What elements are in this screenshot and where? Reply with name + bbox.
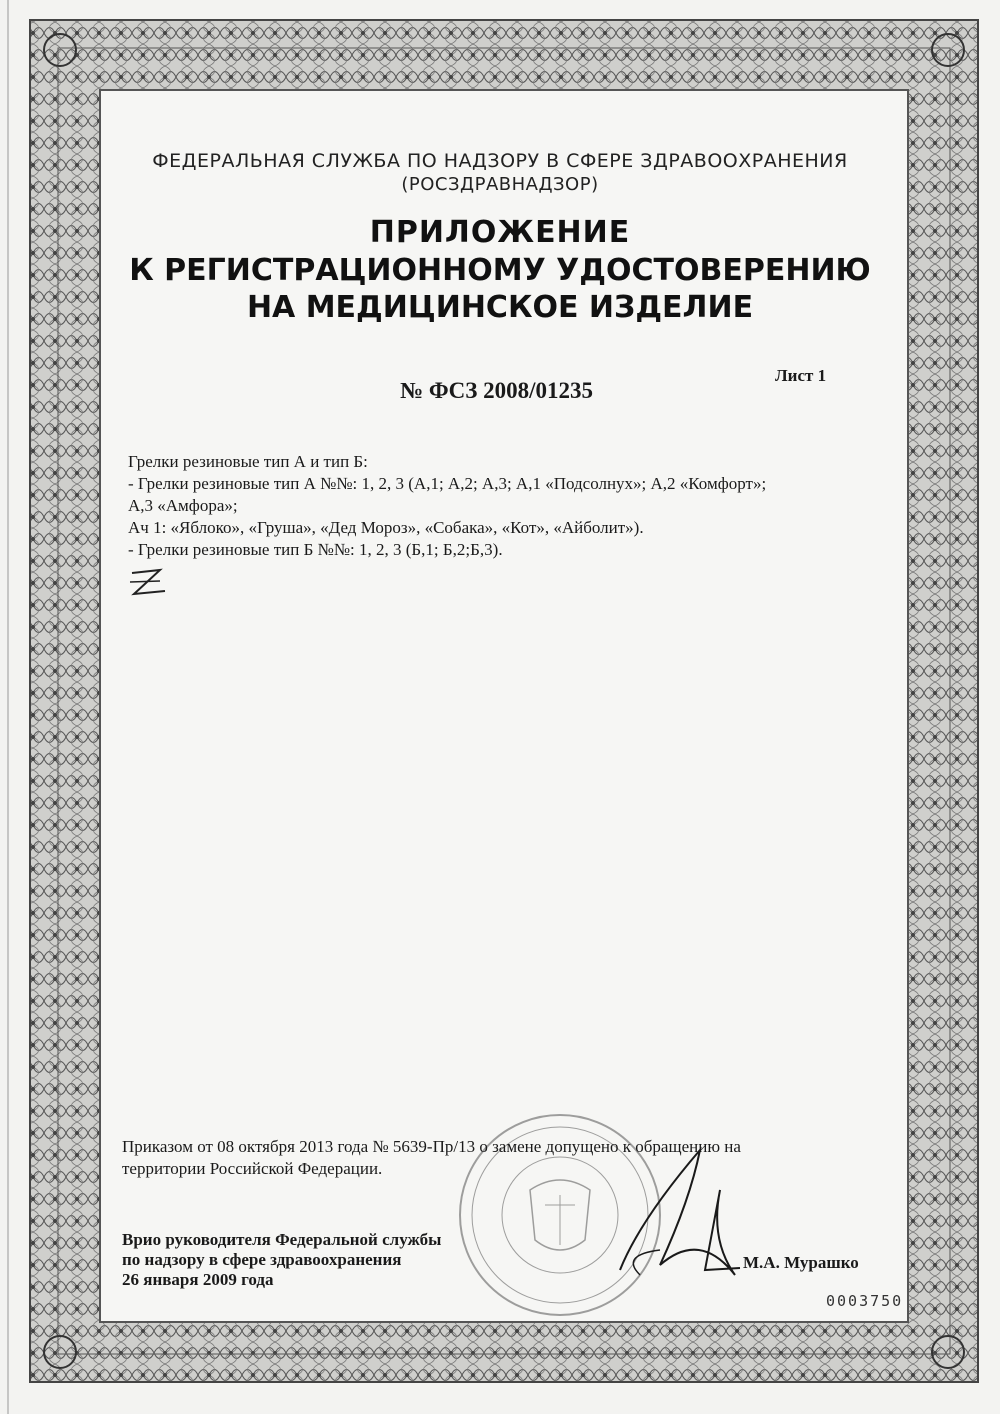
document-title-line3: НА МЕДИЦИНСКОЕ ИЗДЕЛИЕ [246,290,754,325]
agency-name: ФЕДЕРАЛЬНАЯ СЛУЖБА ПО НАДЗОРУ В СФЕРЕ ЗДРАВООХРАНЕНИЯ [152,150,848,172]
signatory-title-line2: по надзору в сфере здравоохранения [122,1250,402,1269]
product-line: - Грелки резиновые тип А №№: 1, 2, 3 (А,1; А,2; А,3; А,1 «Подсолнух»; А,2 «Комфорт»; [128,474,767,493]
signatory-title-line1: Врио руководителя Федеральной службы [122,1230,442,1249]
signatory-block [122,1230,441,1290]
signatory-name: М.А. Мурашко [743,1253,859,1272]
order-text [122,1136,882,1180]
product-line: Грелки резиновые тип А и тип Б: [128,452,368,471]
order-line: Приказом от 08 октября 2013 года № 5639-Пр/13 о замене допущено к обращению на [122,1137,741,1156]
registration-number: № ФСЗ 2008/01235 [400,378,594,403]
document-title-line1: ПРИЛОЖЕНИЕ [369,215,631,250]
order-line: территории Российской Федерации. [122,1159,383,1178]
product-list [128,451,908,561]
product-line: - Грелки резиновые тип Б №№: 1, 2, 3 (Б,1; Б,2;Б,3). [128,540,503,559]
sheet-label: Лист 1 [775,366,827,385]
signature-date: 26 января 2009 года [122,1270,274,1289]
document-title-line2: К РЕГИСТРАЦИОННОМУ УДОСТОВЕРЕНИЮ [129,253,871,288]
agency-short-name: (РОСЗДРАВНАДЗОР) [401,174,599,195]
serial-number: 0003750 [826,1292,904,1310]
product-line: Ач 1: «Яблоко», «Груша», «Дед Мороз», «Собака», «Кот», «Айболит»). [128,518,644,537]
product-line: А,3 «Амфора»; [128,496,238,515]
